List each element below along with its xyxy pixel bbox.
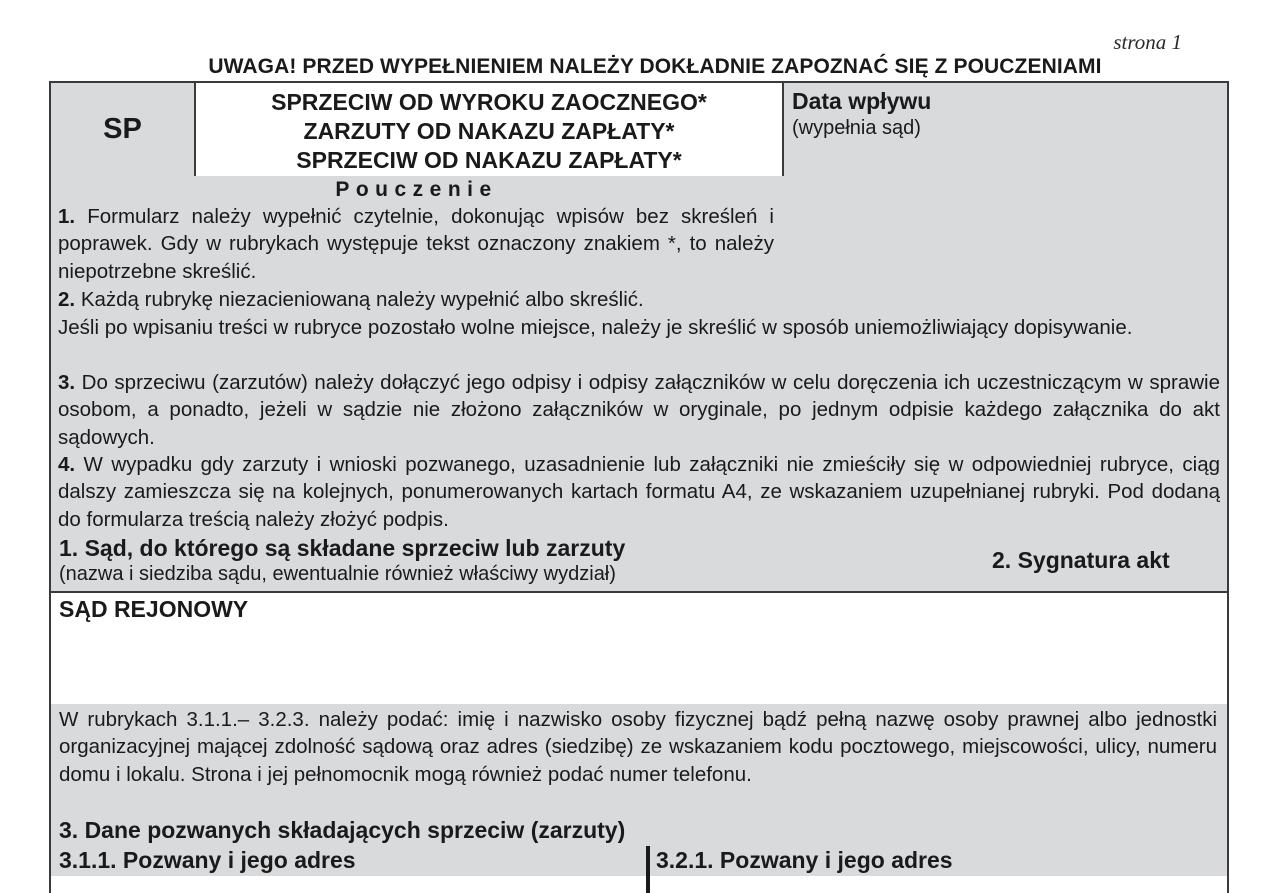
- instruction-text: Jeśli po wpisaniu treści w rubryce pozostało wolne miejsce, należy je skreślić w sposób uniemożliwiający dopisywanie.: [58, 316, 1133, 339]
- instruction-text: Formularz należy wypełnić czytelnie, dokonując wpisów bez skreśleń i poprawek. Gdy w rubrykach występuje tekst oznaczony znakiem *, to należy niepotrzebne skreślić.: [58, 205, 774, 283]
- form-code-box: [49, 81, 196, 178]
- section-3-2-1-title: 3.2.1. Pozwany i jego adres: [656, 847, 953, 873]
- instructions-heading: Pouczenie: [335, 178, 498, 201]
- instruction-item-2-continued: [58, 314, 1220, 341]
- form-title-line-3: SPRZECIW OD NAKAZU ZAPŁATY*: [296, 147, 682, 173]
- section-1-title: 1. Sąd, do którego są składane sprzeciw lub zarzuty: [59, 535, 626, 561]
- court-name-value: SĄD REJONOWY: [59, 596, 249, 622]
- instruction-number: 3.: [58, 371, 76, 394]
- section-3-2-1-header: [646, 846, 1229, 878]
- section-1-hint: (nazwa i siedziba sądu, ewentualnie również właściwy wydział): [59, 563, 616, 585]
- instruction-number: 4.: [58, 453, 76, 476]
- defendant-1-field[interactable]: [49, 876, 649, 893]
- defendant-2-field[interactable]: [646, 876, 1229, 893]
- received-date-box: [782, 81, 1229, 314]
- section-3-1-1-header: [49, 846, 649, 878]
- instruction-item-1: [58, 203, 774, 285]
- section-1-header: [49, 531, 986, 593]
- received-date-note: (wypełnia sąd): [792, 117, 921, 139]
- parties-note: W rubrykach 3.1.1.– 3.2.3. należy podać: imię i nazwisko osoby fizycznej bądź pełną nazwę osoby prawnej albo jednostki organizacyjnej mającej zdolność sądową oraz adres (siedzibę) ze wskazaniem kodu pocztowego, miejscowości, ulicy, numeru domu i lokalu. Strona i jej pełnomocnik mogą również podać numer telefonu.: [59, 708, 1217, 786]
- warning-heading: UWAGA! PRZED WYPEŁNIENIEM NALEŻY DOKŁADNIE ZAPOZNAĆ SIĘ Z POUCZENIAMI: [208, 55, 1102, 78]
- parties-note-box: [49, 704, 1229, 818]
- instruction-item-4: [58, 451, 1220, 533]
- page-number: strona 1: [1113, 30, 1182, 54]
- section-2-title: 2. Sygnatura akt: [992, 547, 1170, 573]
- instruction-text: W wypadku gdy zarzuty i wnioski pozwanego, uzasadnienie lub załączniki nie zmieściły się w odpowiedniej rubryce, ciąg dalszy zamieszcza się na kolejnych, ponumerowanych kartach formatu A4, ze wskazaniem uzupełnianej rubryki. Pod dodaną do formularza treścią należy złożyć podpis.: [58, 453, 1220, 531]
- form-title-line-2: ZARZUTY OD NAKAZU ZAPŁATY*: [303, 118, 675, 144]
- received-date-label: Data wpływu: [792, 88, 932, 114]
- form-title-box: [194, 81, 784, 178]
- instruction-text: Do sprzeciwu (zarzutów) należy dołączyć jego odpisy i odpisy załączników w celu doręczenia ich uczestniczącym w sprawie osobom, a ponadto, jeżeli w sądzie nie złożono załączników w oryginale, po jednym odpisie każdego załącznika do akt sądowych.: [58, 371, 1220, 449]
- court-name-field[interactable]: [49, 591, 986, 706]
- instruction-number: 1.: [58, 205, 76, 228]
- section-3-title: 3. Dane pozwanych składających sprzeciw (zarzuty): [59, 817, 626, 843]
- instruction-item-3: [58, 369, 1220, 451]
- instruction-text: Każdą rubrykę niezacieniowaną należy wypełnić albo skreślić.: [80, 288, 644, 311]
- section-2-header: [984, 531, 1229, 593]
- instruction-item-2: [58, 286, 774, 313]
- section-3-header: [49, 816, 1229, 848]
- case-number-field[interactable]: [984, 591, 1229, 706]
- form-title-line-1: SPRZECIW OD WYROKU ZAOCZNEGO*: [271, 89, 707, 115]
- section-3-1-1-title: 3.1.1. Pozwany i jego adres: [59, 847, 356, 873]
- instruction-number: 2.: [58, 288, 76, 311]
- form-code: SP: [103, 113, 142, 145]
